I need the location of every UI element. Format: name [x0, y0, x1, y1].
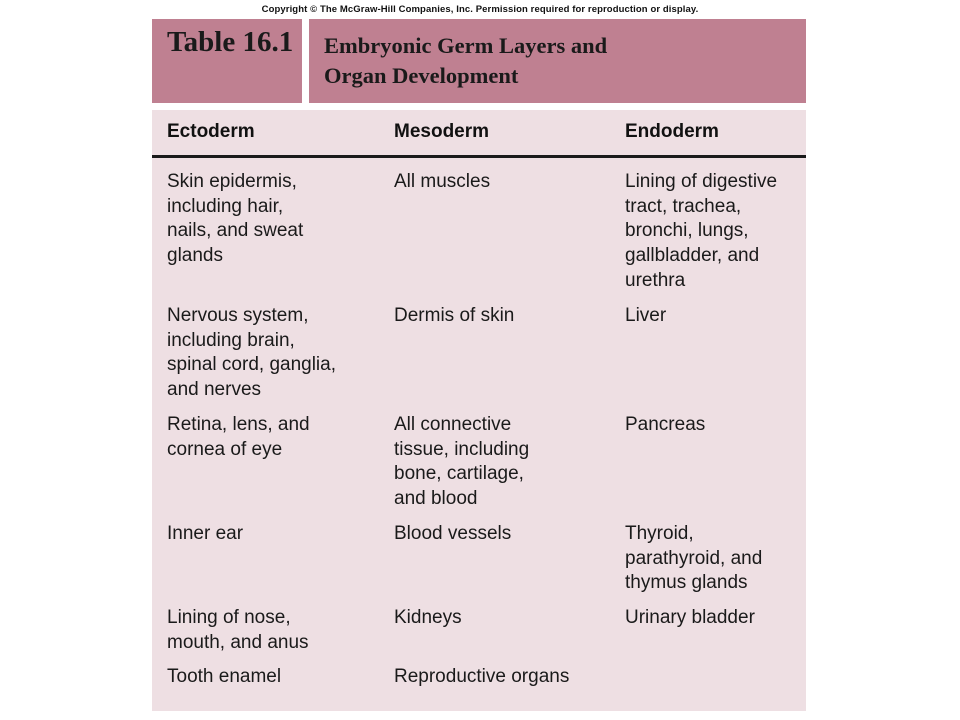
table-cell-mesoderm: [394, 413, 529, 512]
table-cell-ectoderm: [167, 304, 336, 403]
table-cell-line: Thyroid,: [625, 523, 694, 544]
table-cell-mesoderm: [394, 606, 462, 631]
table-cell-line: Pancreas: [625, 414, 706, 435]
table-cell-line: All muscles: [394, 171, 491, 192]
column-header-endoderm: Endoderm: [625, 121, 719, 142]
table-cell-line: Lining of digestive: [625, 171, 778, 192]
table-title-line: Organ Development: [324, 63, 519, 88]
table-cell-ectoderm: [167, 170, 303, 269]
table-cell-line: Dermis of skin: [394, 305, 515, 326]
copyright-notice: Copyright © The McGraw-Hill Companies, Inc. Permission required for reproduction or display.: [261, 4, 699, 15]
table-cell-line: and blood: [394, 488, 478, 510]
table-cell-line: glands: [167, 245, 223, 267]
table-cell-endoderm: [625, 413, 705, 438]
table-cell-ectoderm: [167, 413, 310, 462]
table-cell-line: Urinary bladder: [625, 607, 755, 628]
germ-layer-table: [152, 110, 806, 711]
table-cell-line: bronchi, lungs,: [625, 220, 749, 242]
table-cell-line: thymus glands: [625, 572, 748, 594]
table-label-box: [152, 19, 302, 103]
table-cell-line: Retina, lens, and: [167, 414, 310, 435]
table-cell-endoderm: [625, 522, 762, 596]
table-title: [324, 31, 794, 91]
table-cell-line: Nervous system,: [167, 305, 309, 326]
table-cell-line: Skin epidermis,: [167, 171, 297, 192]
column-header-mesoderm: Mesoderm: [394, 121, 490, 142]
table-cell-endoderm: [625, 606, 755, 631]
table-cell-ectoderm: [167, 522, 243, 547]
table-cell-mesoderm: [394, 170, 490, 195]
table-cell-line: parathyroid, and: [625, 547, 763, 569]
table-header-row: [152, 110, 806, 158]
table-cell-line: Liver: [625, 305, 667, 326]
table-cell-line: tissue, including: [394, 438, 530, 460]
table-cell-mesoderm: [394, 665, 569, 690]
table-cell-line: Kidneys: [394, 607, 462, 628]
table-cell-line: All connective: [394, 414, 512, 435]
table-cell-line: spinal cord, ganglia,: [167, 354, 336, 376]
table-cell-line: and nerves: [167, 379, 262, 401]
table-cell-line: tract, trachea,: [625, 195, 742, 217]
table-cell-line: including hair,: [167, 195, 284, 217]
table-cell-ectoderm: [167, 606, 309, 655]
table-cell-line: bone, cartilage,: [394, 463, 524, 485]
column-header-ectoderm: Ectoderm: [167, 121, 255, 142]
table-cell-line: Lining of nose,: [167, 607, 291, 628]
table-cell-line: gallbladder, and: [625, 245, 760, 267]
table-cell-line: nails, and sweat: [167, 220, 304, 242]
table-cell-line: mouth, and anus: [167, 631, 309, 653]
table-cell-mesoderm: [394, 522, 511, 547]
table-cell-endoderm: [625, 304, 666, 329]
table-cell-ectoderm: [167, 665, 281, 690]
table-title-box: [309, 19, 806, 103]
table-cell-line: urethra: [625, 269, 686, 291]
table-cell-line: Reproductive organs: [394, 666, 570, 687]
table-cell-mesoderm: [394, 304, 514, 329]
table-cell-line: Tooth enamel: [167, 666, 282, 687]
table-label: Table 16.1: [167, 26, 294, 58]
table-cell-line: cornea of eye: [167, 438, 283, 460]
table-cell-line: Inner ear: [167, 523, 244, 544]
table-title-line: Embryonic Germ Layers and: [324, 33, 608, 58]
table-cell-line: Blood vessels: [394, 523, 512, 544]
table-cell-endoderm: [625, 170, 777, 294]
table-cell-line: including brain,: [167, 329, 295, 351]
